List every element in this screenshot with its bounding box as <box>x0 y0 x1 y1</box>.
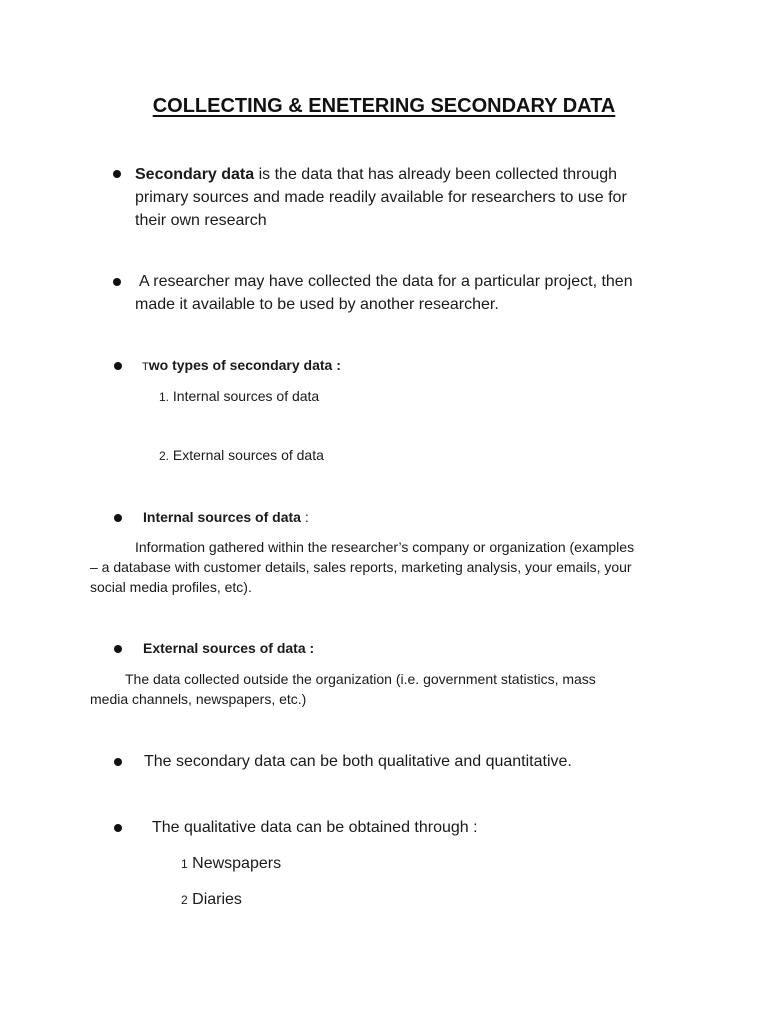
external-line-1: The data collected outside the organization (i.e. government statistics, mass <box>125 671 596 687</box>
list-label: Diaries <box>192 891 242 908</box>
researcher-line-2: made it available to be used by another researcher. <box>135 296 499 313</box>
bullet-dot <box>114 645 122 653</box>
qualitative-sources-heading: The qualitative data can be obtained through : <box>152 819 478 836</box>
bullet-dot <box>114 758 122 766</box>
bullet-dot <box>114 824 122 832</box>
internal-heading-colon: : <box>300 509 309 525</box>
list-number: 2. <box>159 449 170 463</box>
page-title: COLLECTING & ENETERING SECONDARY DATA <box>152 95 616 117</box>
qualitative-list-item-1 <box>181 852 281 876</box>
researcher-line-1: A researcher may have collected the data for a particular project, then <box>139 273 633 290</box>
external-line-2: media channels, newspapers, etc.) <box>90 691 307 707</box>
list-number: 2 <box>181 893 188 907</box>
types-heading-first-letter: T <box>142 361 149 373</box>
list-label: Internal sources of data <box>172 388 320 404</box>
secondary-data-term: Secondary data <box>135 166 255 183</box>
types-list-item-1 <box>159 386 319 407</box>
internal-line-2: – a database with customer details, sales reports, marketing analysis, your emails, your <box>90 559 632 575</box>
qualitative-quantitative-text: The secondary data can be both qualitative and quantitative. <box>144 753 572 770</box>
secondary-data-definition <box>135 163 627 232</box>
researcher-paragraph <box>135 270 633 316</box>
definition-line-1: is the data that has already been collected through <box>254 166 618 183</box>
internal-heading-text: Internal sources of data <box>143 509 301 525</box>
types-heading-text: wo types of secondary data : <box>148 357 341 373</box>
bullet-dot <box>113 170 121 178</box>
internal-heading <box>143 507 309 527</box>
internal-line-1: Information gathered within the researcher’s company or organization (examples <box>135 539 635 555</box>
bullet-dot <box>114 362 122 370</box>
definition-line-3: their own research <box>135 212 267 229</box>
qualitative-list-item-2 <box>181 888 242 912</box>
definition-line-2: primary sources and made readily available for researchers to use for <box>135 189 627 206</box>
external-heading: External sources of data : <box>143 640 315 656</box>
bullet-dot <box>113 278 121 286</box>
list-number: 1 <box>181 857 188 871</box>
list-label: External sources of data <box>172 447 324 463</box>
types-heading <box>142 355 341 377</box>
list-label: Newspapers <box>192 855 282 872</box>
internal-line-3: social media profiles, etc). <box>90 579 252 595</box>
types-list-item-2 <box>159 445 324 466</box>
list-number: 1. <box>159 390 170 404</box>
bullet-dot <box>114 514 122 522</box>
